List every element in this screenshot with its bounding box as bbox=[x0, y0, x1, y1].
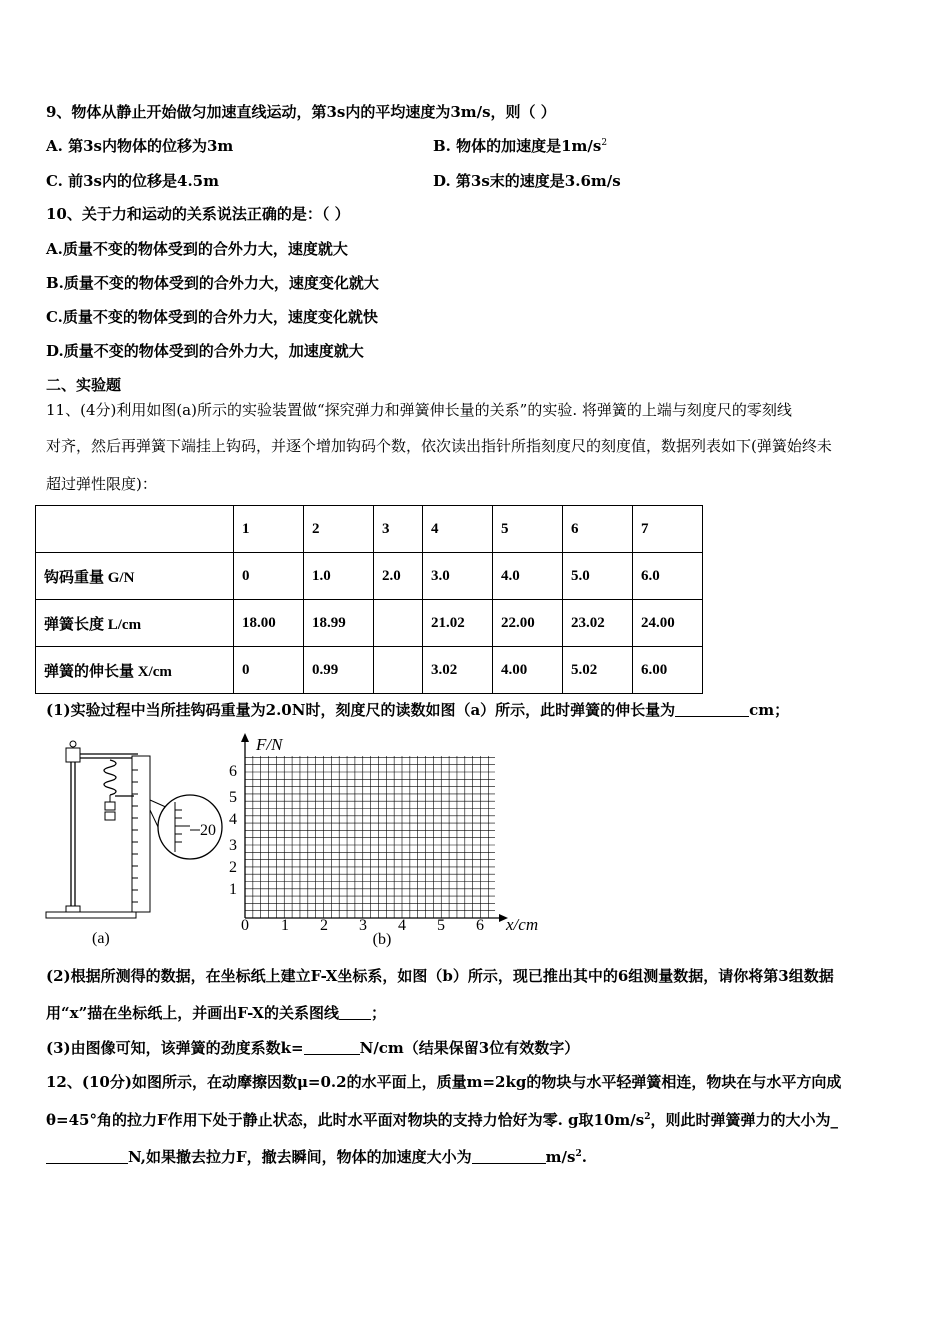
table-cell: 6 bbox=[563, 506, 633, 553]
q9-option-c: C. 前3s内的位移是4.5m bbox=[46, 172, 219, 190]
table-cell: 1.0 bbox=[304, 553, 374, 600]
x-tick-label: 5 bbox=[437, 917, 445, 934]
q9-stem: 9、物体从静止开始做匀加速直线运动，第3s内的平均速度为3m/s，则（ ） bbox=[46, 103, 556, 121]
table-cell: 4.00 bbox=[493, 647, 563, 694]
q11-part2-line2: 用“x”描在坐标纸上，并画出F-X的关系图线 ； bbox=[46, 1004, 386, 1022]
table-cell: 5.02 bbox=[563, 647, 633, 694]
table-cell: 3.0 bbox=[423, 553, 493, 600]
q10-stem: 10、关于力和运动的关系说法正确的是：（ ） bbox=[46, 205, 350, 223]
table-row bbox=[36, 600, 703, 647]
ruler-reading: 20 bbox=[200, 822, 216, 839]
table-cell: 2.0 bbox=[374, 553, 423, 600]
answer-blank[interactable] bbox=[304, 1040, 360, 1055]
table-cell: 4 bbox=[423, 506, 493, 553]
x-tick-label: 3 bbox=[359, 917, 367, 934]
table-cell: 18.99 bbox=[304, 600, 374, 647]
table-cell bbox=[36, 506, 234, 553]
table-cell: 7 bbox=[633, 506, 703, 553]
table-cell: 6.0 bbox=[633, 553, 703, 600]
table-cell: 22.00 bbox=[493, 600, 563, 647]
x-tick-label: 2 bbox=[320, 917, 328, 934]
table-cell: 21.02 bbox=[423, 600, 493, 647]
q11-line1: 11、(4分)利用如图(a)所示的实验装置做“探究弹力和弹簧伸长量的关系”的实验. 将弹簧的上端与刻度尺的零刻线 bbox=[46, 401, 792, 419]
spring-apparatus bbox=[46, 741, 222, 947]
table-cell: 4.0 bbox=[493, 553, 563, 600]
x-tick-label: 6 bbox=[476, 917, 484, 934]
weight-2 bbox=[105, 812, 115, 820]
answer-blank[interactable] bbox=[339, 1005, 371, 1020]
table-cell bbox=[374, 647, 423, 694]
table-cell: 0.99 bbox=[304, 647, 374, 694]
q9-option-a: A. 第3s内物体的位移为3m bbox=[46, 137, 234, 155]
table-row bbox=[36, 553, 703, 600]
y-tick-label: 4 bbox=[229, 811, 237, 828]
table-header-row bbox=[36, 506, 703, 553]
answer-blank[interactable] bbox=[46, 1149, 128, 1164]
section-heading: 二、实验题 bbox=[46, 376, 122, 394]
figure-a-label: (a) bbox=[92, 930, 110, 947]
data-table bbox=[35, 505, 703, 694]
x-tick-label: 4 bbox=[398, 917, 406, 934]
q10-option-d: D.质量不变的物体受到的合外力大，加速度就大 bbox=[46, 342, 364, 360]
table-cell: 24.00 bbox=[633, 600, 703, 647]
grid-lines bbox=[245, 756, 495, 918]
y-tick-label: 6 bbox=[229, 763, 237, 780]
q12-line3: N,如果撤去拉力F，撤去瞬间，物体的加速度大小为 $m/s^2$. bbox=[46, 1147, 587, 1167]
y-tick-label: 2 bbox=[229, 859, 237, 876]
table-cell: 3.02 bbox=[423, 647, 493, 694]
y-tick-label: 3 bbox=[229, 837, 237, 854]
q9-option-b: B. 物体的加速度是$1m/s^2$ bbox=[433, 137, 608, 155]
table-cell: 钩码重量 G/N bbox=[36, 553, 234, 600]
weight-1 bbox=[105, 802, 115, 810]
table-cell: 0 bbox=[234, 553, 304, 600]
table-cell: 5.0 bbox=[563, 553, 633, 600]
figure-b-label: (b) bbox=[372, 931, 392, 948]
q12-line1: 12、(10分)如图所示，在动摩擦因数μ=0.2的水平面上，质量m=2kg的物块与水平轻弹簧相连，物块在与水平方向成 bbox=[46, 1073, 842, 1091]
q11-line2: 对齐，然后再弹簧下端挂上钩码，并逐个增加钩码个数，依次读出指针所指刻度尺的刻度值，数据列表如下(弹簧始终未 bbox=[46, 437, 832, 455]
q11-line3: 超过弹性限度)： bbox=[46, 475, 157, 493]
x-axis-label: x/cm bbox=[506, 915, 539, 934]
q11-part2-line1: (2)根据所测得的数据，在坐标纸上建立F-X坐标系，如图（b）所示，现已推出其中的6组测量数据，请你将第3组数据 bbox=[46, 967, 834, 985]
q10-option-a: A.质量不变的物体受到的合外力大，速度就大 bbox=[46, 240, 348, 258]
y-tick-label: 1 bbox=[229, 881, 237, 898]
table-row bbox=[36, 647, 703, 694]
figure-apparatus-and-grid bbox=[40, 730, 560, 952]
answer-blank[interactable] bbox=[472, 1149, 546, 1164]
q10-option-c: C.质量不变的物体受到的合外力大，速度变化就快 bbox=[46, 308, 378, 326]
table-cell: 6.00 bbox=[633, 647, 703, 694]
q10-option-b: B.质量不变的物体受到的合外力大，速度变化就大 bbox=[46, 274, 379, 292]
table-cell: 0 bbox=[234, 647, 304, 694]
x-tick-label: 1 bbox=[281, 917, 289, 934]
table-cell: 3 bbox=[374, 506, 423, 553]
q11-part3: (3)由图像可知，该弹簧的劲度系数k= N/cm（结果保留3位有效数字） bbox=[46, 1039, 580, 1057]
spring-coil bbox=[104, 760, 116, 795]
table-cell: 弹簧长度 L/cm bbox=[36, 600, 234, 647]
table-cell: 2 bbox=[304, 506, 374, 553]
x-tick-label: 0 bbox=[241, 917, 249, 934]
q12-line2: θ=45°角的拉力F作用下处于静止状态，此时水平面对物块的支持力恰好为零. g取$10m/s^2$，则此时弹簧弹力的大小为_ bbox=[46, 1111, 838, 1129]
y-axis-arrow bbox=[241, 733, 249, 742]
table-cell: 5 bbox=[493, 506, 563, 553]
y-tick-label: 5 bbox=[229, 789, 237, 806]
table-cell: 弹簧的伸长量 X/cm bbox=[36, 647, 234, 694]
table-cell bbox=[374, 600, 423, 647]
q9-option-d: D. 第3s末的速度是3.6m/s bbox=[433, 172, 621, 190]
table-cell: 1 bbox=[234, 506, 304, 553]
table-cell: 18.00 bbox=[234, 600, 304, 647]
answer-blank[interactable] bbox=[675, 702, 749, 717]
q11-part1: (1)实验过程中当所挂钩码重量为2.0N时，刻度尺的读数如图（a）所示，此时弹簧的伸长量为 cm； bbox=[46, 701, 790, 719]
y-axis-label: F/N bbox=[256, 735, 283, 754]
table-cell: 23.02 bbox=[563, 600, 633, 647]
coordinate-grid bbox=[229, 733, 538, 948]
